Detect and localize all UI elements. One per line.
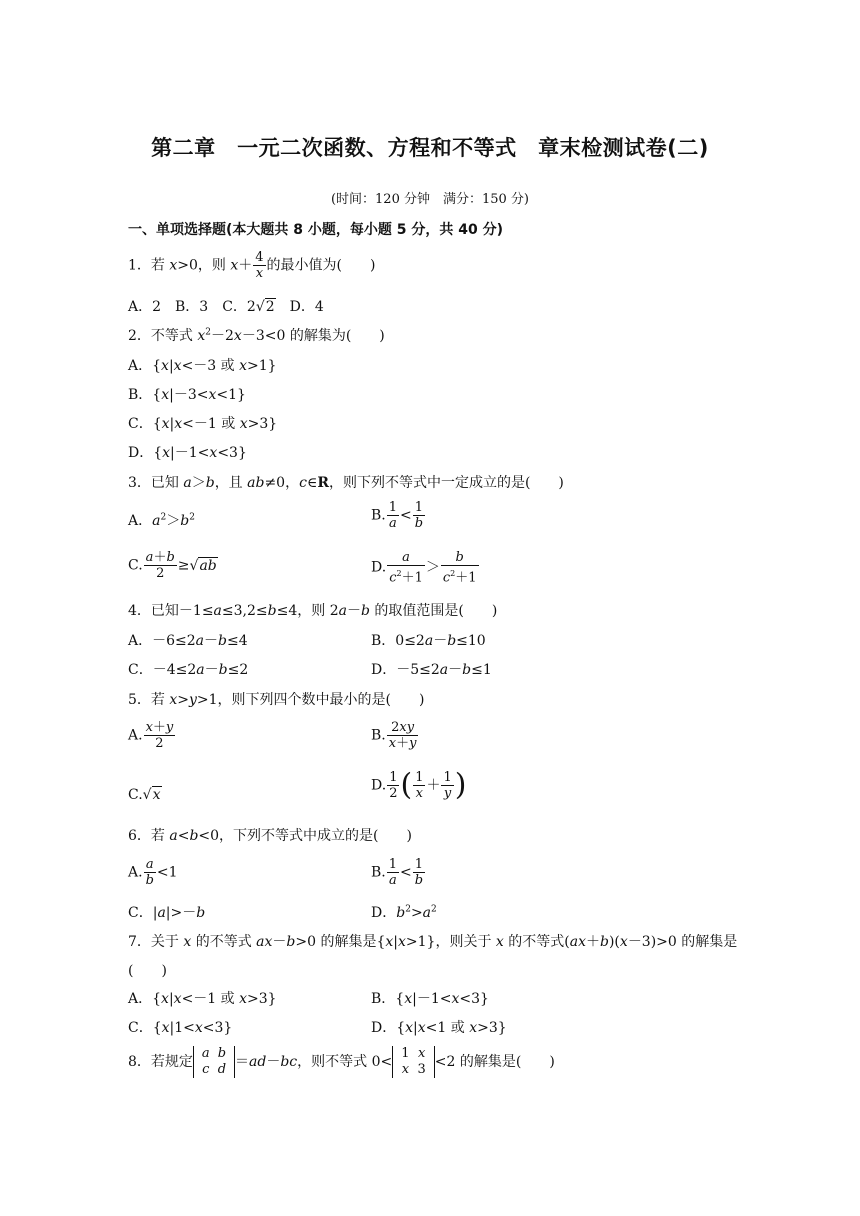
question-5-option-d: D. $\frac{1}{2}$ ( $\frac{1}{x}$ ＋ $\frac{1}{y}$ ) (371, 767, 467, 803)
question-6-option-a: A. $\frac{a}{b}$ <1 (128, 857, 178, 888)
page-title: 第二章 一元二次函数、方程和不等式 章末检测试卷(二) (151, 136, 709, 160)
question-2-option-b: B．{x|－3<x<1} (128, 387, 246, 403)
question-7-option-a: A．{x|x<－1 或 x>3} (128, 991, 277, 1007)
question-7-option-c: C．{x|1<x<3} (128, 1020, 233, 1036)
question-2-stem: 2．不等式 $x^2-2x-3<0$ 的解集为( ) (128, 327, 385, 344)
question-2-option-d: D．{x|－1<x<3} (128, 445, 247, 461)
question-4-option-b: B．0≤2a－b≤10 (371, 633, 486, 649)
question-7-option-b: B．{x|－1<x<3} (371, 991, 489, 1007)
question-3-option-c: C. $\frac{a+b}{2}$ ≥√ab (128, 550, 217, 581)
question-3-option-a: A．$a^2>b^2$ (128, 512, 195, 529)
question-6-stem: 6．若 a<b<0，下列不等式中成立的是( ) (128, 828, 412, 844)
question-6-option-c: C．|a|>－b (128, 905, 206, 921)
question-5-option-a: A. $\frac{x+y}{2}$ (128, 720, 174, 751)
question-1-options: A．2 B．3 C．2√2 D．4 (128, 299, 324, 315)
question-5-option-b: B. $\frac{2xy}{x+y}$ (371, 720, 417, 751)
question-3-option-d: D. $\frac{a}{c^2+1}$ ＞ $\frac{b}{c^2+1}$ (371, 550, 477, 586)
question-4-option-a: A．－6≤2a－b≤4 (128, 633, 248, 649)
section-heading: 一、单项选择题(本大题共 8 小题，每小题 5 分，共 40 分) (128, 222, 504, 238)
question-6-option-d: D．$b^2>a^2$ (371, 904, 437, 921)
question-3-stem: 3．已知 a＞b，且 ab≠0，c∈R，则下列不等式中一定成立的是( ) (128, 475, 564, 491)
question-8-stem: 8．若规定 a b c d ＝ad－bc，则不等式 0< 1 x x 3 <2 的解集是( ) (128, 1046, 555, 1077)
question-3-option-b: B. $\frac{1}{a}$ < $\frac{1}{b}$ (371, 500, 424, 531)
question-7-stem-cont: ( ) (128, 963, 167, 979)
question-2-option-c: C．{x|x<－1 或 x>3} (128, 416, 278, 432)
question-2-option-a: A．{x|x<－3 或 x>1} (128, 358, 277, 374)
question-7-stem: 7．关于 x 的不等式 ax－b>0 的解集是{x|x>1}，则关于 x 的不等式(ax＋b)(x－3)>0 的解集是 (128, 934, 738, 950)
question-6-option-b: B. $\frac{1}{a}$ < $\frac{1}{b}$ (371, 857, 424, 888)
question-4-option-c: C．－4≤2a－b≤2 (128, 662, 249, 678)
question-1-stem: 1．若 x>0，则 x＋ $\frac{4}{x}$ 的最小值为( ) (128, 250, 376, 281)
question-5-option-c: C.√x (128, 787, 161, 803)
question-7-option-d: D．{x|x<1 或 x>3} (371, 1020, 507, 1036)
exam-info: (时间：120 分钟 满分：150 分) (330, 192, 530, 207)
question-4-option-d: D．－5≤2a－b≤1 (371, 662, 492, 678)
question-5-stem: 5．若 x>y>1，则下列四个数中最小的是( ) (128, 692, 425, 708)
question-4-stem: 4．已知－1≤a≤3,2≤b≤4，则 2a－b 的取值范围是( ) (128, 603, 498, 619)
